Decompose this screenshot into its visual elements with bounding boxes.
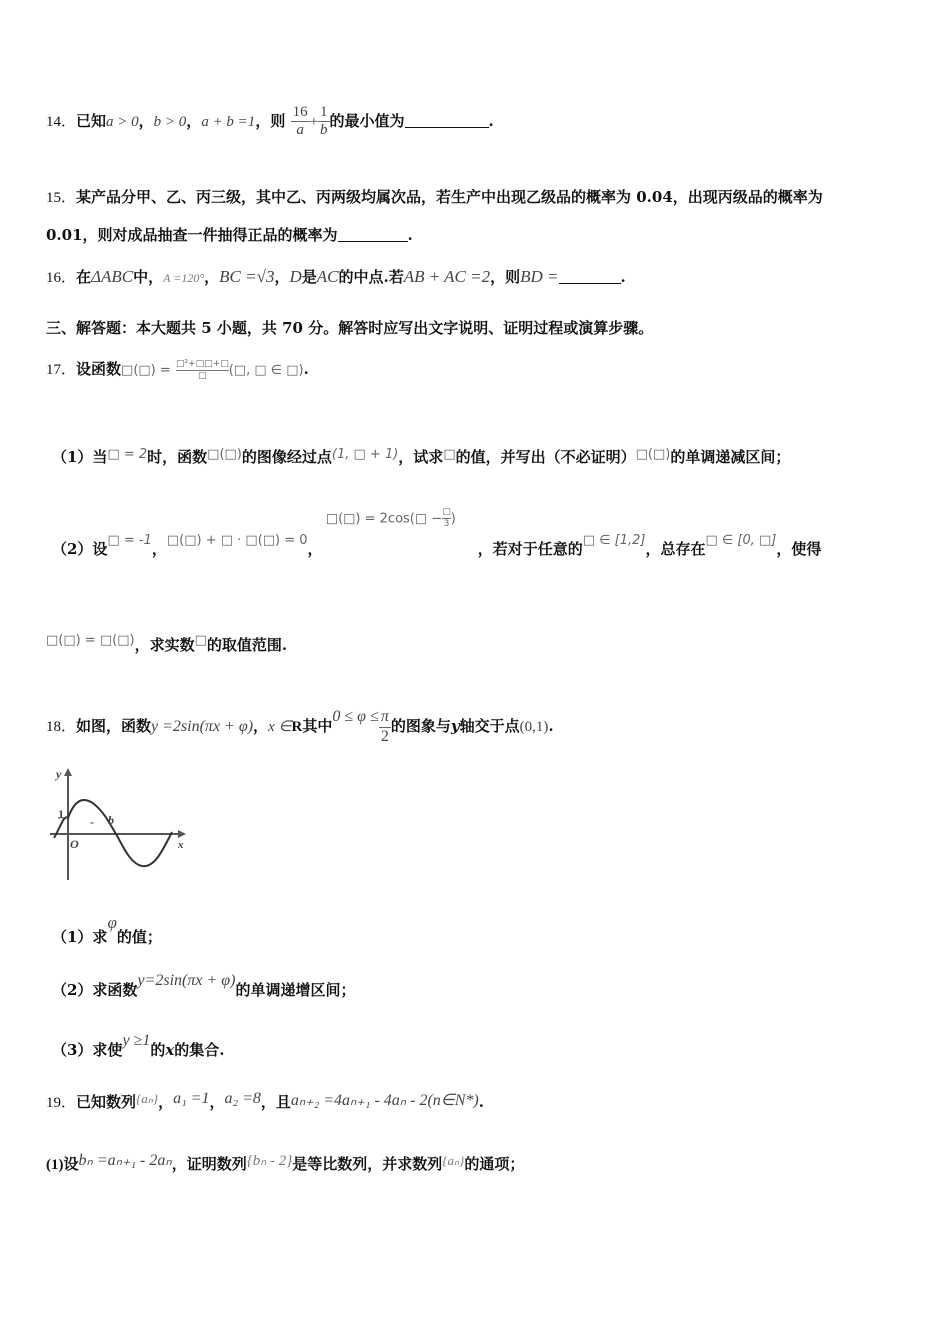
q19-p1-text-3: 的通项； [464, 1155, 525, 1173]
b-label: b [108, 813, 114, 827]
q17-p1-text-2: 时，函数 [147, 448, 208, 466]
q17-number: 17． [46, 362, 77, 378]
frac-denominator: 3 [443, 518, 450, 529]
frac-numerator: 16 [291, 104, 310, 122]
q17-p1-text-3: 的图像经过点 [241, 448, 332, 466]
x-axis-arrow [178, 830, 186, 838]
q19-bn: bₙ =aₙ₊₁ - 2aₙ [78, 1152, 172, 1169]
q17-text-1: 设函数 [76, 360, 122, 378]
q19-bseq: {bₙ - 2} [246, 1153, 293, 1169]
q17-p1-point: (1, □ + 1) [331, 447, 399, 462]
q17-p3-text-1: ，求实数 [134, 636, 195, 654]
q18-y: y [450, 717, 460, 735]
q19-end: . [478, 1093, 484, 1111]
q17-end: . [303, 360, 309, 378]
q17-frac [176, 359, 229, 382]
q19-aseq: {aₙ} [442, 1153, 465, 1168]
q16-text-2: 中， [133, 268, 164, 286]
q18-end: . [548, 717, 554, 735]
frac-denominator: 2 [380, 727, 389, 745]
frac-denominator: b [320, 122, 328, 139]
section-3-heading [46, 317, 653, 338]
q18-p2-text: 的单调递增区间； [235, 981, 356, 999]
q16-ac: AC [316, 267, 339, 286]
q16-text-3: 是 [301, 268, 317, 286]
answer-blank[interactable] [405, 127, 489, 128]
q17-fx: □(□) = [121, 363, 171, 378]
q17-p2-sep-2: ， [307, 540, 323, 558]
q18-p1-text: 的值； [116, 928, 162, 946]
q19-seq: {aₙ} [136, 1091, 159, 1106]
q17-part-2-cont [46, 633, 287, 655]
q17-line [46, 358, 309, 381]
q16-cond: AB + AC =2 [403, 267, 491, 286]
answer-blank[interactable] [338, 241, 408, 242]
q15-line-1 [46, 186, 823, 207]
q17-p1-f: □(□) [207, 447, 242, 462]
q14-text-3: 的最小值为 [329, 111, 405, 130]
q18-cond-frac [379, 708, 391, 746]
q17-p3-var: □ [194, 633, 207, 648]
q15-text-2: 0.01，则对成品抽查一件抽得正品的概率为 [46, 226, 338, 244]
q19-number: 19． [46, 1095, 77, 1111]
q18-part-1 [52, 913, 162, 947]
q19-recurrence: aₙ₊₂ =4aₙ₊₁ - 4aₙ - 2(n∈N*) [290, 1092, 479, 1109]
q19-a2: a₂ =8 [224, 1090, 261, 1107]
q16-line [46, 266, 626, 287]
q15-text-1: 某产品分甲、乙、丙三级，其中乙、丙两级均属次品，若生产中出现乙级品的概率为 0.04，出现丙级品的概率为 [76, 188, 823, 206]
q14-sep-2: ， [186, 111, 202, 130]
q17-p2-label: （2）设 [52, 540, 108, 558]
q18-part-2 [52, 972, 355, 1000]
q14-end: . [488, 111, 494, 130]
dash-label: - [90, 815, 94, 829]
q17-p2-sep: ， [151, 540, 167, 558]
q14-cond-sum: a + b =1 [201, 113, 256, 130]
q18-text-4: 轴交于点 [459, 717, 520, 735]
q14-frac-1-over-b [318, 104, 330, 140]
frac-denominator: a [296, 122, 304, 139]
q19-p1-label: (1)设 [46, 1157, 79, 1173]
q16-sep: ， [204, 268, 220, 286]
q18-p3-x: x [165, 1041, 175, 1059]
q14-plus: + [309, 113, 319, 130]
q17-p2-g-text: □(□) = 2cos(□ − [325, 511, 443, 527]
q17-p2-x1: □ ∈ [1,2] [582, 533, 646, 548]
q17-p2-g-end: ) [450, 511, 456, 527]
q19-part-1 [46, 1150, 524, 1174]
q18-text-1: 如图，函数 [76, 717, 152, 735]
q16-bc: BC =√3 [219, 267, 275, 286]
q16-end: . [620, 268, 626, 286]
q18-p3-cond: y ≥1 [122, 1032, 151, 1049]
q14-cond-b: b > 0 [153, 113, 187, 130]
frac-numerator: 1 [318, 104, 330, 122]
q19-p1-text-1: ，证明数列 [171, 1155, 247, 1173]
one-label: 1 [58, 807, 64, 821]
q17-p1-label: （1）当 [52, 448, 108, 466]
q18-p3-text: 的 [150, 1041, 166, 1059]
q19-a1: a₁ =1 [173, 1090, 210, 1107]
q17-p1-f2: □(□) [635, 447, 671, 462]
q17-p2-eq: □(□) + □ · □(□) = 0 [166, 533, 308, 548]
origin-label: O [70, 837, 79, 851]
x-label: x [178, 839, 184, 851]
q15-number: 15． [46, 190, 77, 206]
y-axis-arrow [64, 768, 72, 776]
q17-part-1 [52, 446, 790, 467]
q18-sine-graph [44, 762, 194, 886]
q16-bd: BD = [520, 267, 559, 286]
frac-numerator: □ [442, 507, 451, 517]
q14-text-1: 已知 [76, 111, 107, 130]
q18-p2-label: （2）求函数 [52, 981, 138, 999]
q17-p2-g-wrap [325, 507, 478, 553]
q16-text-1: 在 [76, 268, 92, 286]
q19-sep-2: ， [209, 1093, 225, 1111]
q16-d: D [289, 267, 302, 286]
y-label: y [56, 767, 62, 781]
q17-p1-var: □ [443, 447, 456, 462]
q18-p2-func: y=2sin(πx + φ) [137, 972, 236, 989]
q14-line [46, 104, 494, 140]
q18-number: 18． [46, 719, 77, 735]
q17-p1-text-4: ，试求 [398, 448, 444, 466]
q18-p1-label: （1）求 [52, 928, 108, 946]
q15-line-2 [46, 224, 413, 245]
q17-p2-text-2: ，若对于任意的 [477, 540, 583, 558]
q17-p2-x2: □ ∈ [0, □] [705, 533, 777, 548]
q16-triangle: ΔABC [91, 267, 134, 286]
section-3-text: 三、解答题：本大题共 5 小题，共 70 分。解答时应写出文字说明、证明过程或演算步骤。 [46, 319, 654, 337]
q14-frac-16-over-a [291, 104, 310, 140]
q18-cond-left: 0 ≤ φ ≤ [332, 708, 379, 725]
q19-line [46, 1090, 484, 1112]
q18-text-3: 的图象与 [390, 717, 451, 735]
q17-p1-text-6: 的单调递减区间； [670, 448, 791, 466]
q14-number: 14． [46, 113, 77, 130]
q14-sep-1: ， [138, 111, 154, 130]
frac-numerator: π [379, 708, 391, 727]
q17-p2-text-4: ，使得 [776, 540, 822, 558]
frac-denominator: □ [198, 370, 207, 381]
q18-part-3 [52, 1032, 225, 1060]
q18-sep: ， [253, 717, 269, 735]
q17-p1-text-5: 的值，并写出（不必证明） [455, 448, 636, 466]
q18-dom: x ∈ [268, 719, 292, 735]
q19-sep: ， [158, 1093, 174, 1111]
q17-p3-text-2: 的取值范围. [206, 636, 288, 654]
q18-point: (0,1) [519, 719, 549, 735]
q17-p2-g [326, 507, 456, 530]
q17-part-2 [52, 507, 822, 559]
q14-text-2: ，则 [255, 111, 286, 130]
q17-p2-a: □ = -1 [107, 533, 152, 548]
q18-text-2: 其中 [302, 717, 333, 735]
q17-p1-cond: □ = 2 [107, 447, 148, 462]
q18-p3-label: （3）求使 [52, 1041, 123, 1059]
q18-func: y =2sin(πx + φ) [151, 718, 254, 735]
q16-number: 16． [46, 270, 77, 286]
q18-line [46, 708, 554, 746]
q15-end: . [407, 226, 413, 244]
q19-text-2: ，且 [260, 1093, 291, 1111]
q18-p3-text-2: 的集合. [174, 1041, 225, 1059]
q17-domain: (□, □ ∈ □) [228, 363, 304, 378]
q17-p2-text-3: ，总存在 [645, 540, 706, 558]
q16-text-5: ，则 [490, 268, 521, 286]
q17-p3-eq: □(□) = □(□) [46, 633, 135, 648]
q16-text-4: 的中点.若 [338, 268, 404, 286]
q16-sep-2: ， [274, 268, 290, 286]
q17-p2-g-frac [442, 507, 451, 530]
frac-numerator: □²+□□+□ [176, 358, 229, 369]
q19-text-1: 已知数列 [76, 1093, 137, 1111]
q19-p1-text-2: 是等比数列，并求数列 [292, 1155, 443, 1173]
answer-blank[interactable] [559, 283, 621, 284]
q14-cond-a: a > 0 [106, 113, 139, 130]
q18-p1-phi: φ [107, 913, 117, 932]
q16-angle: A =120° [163, 271, 205, 285]
q18-R: R [291, 719, 303, 735]
